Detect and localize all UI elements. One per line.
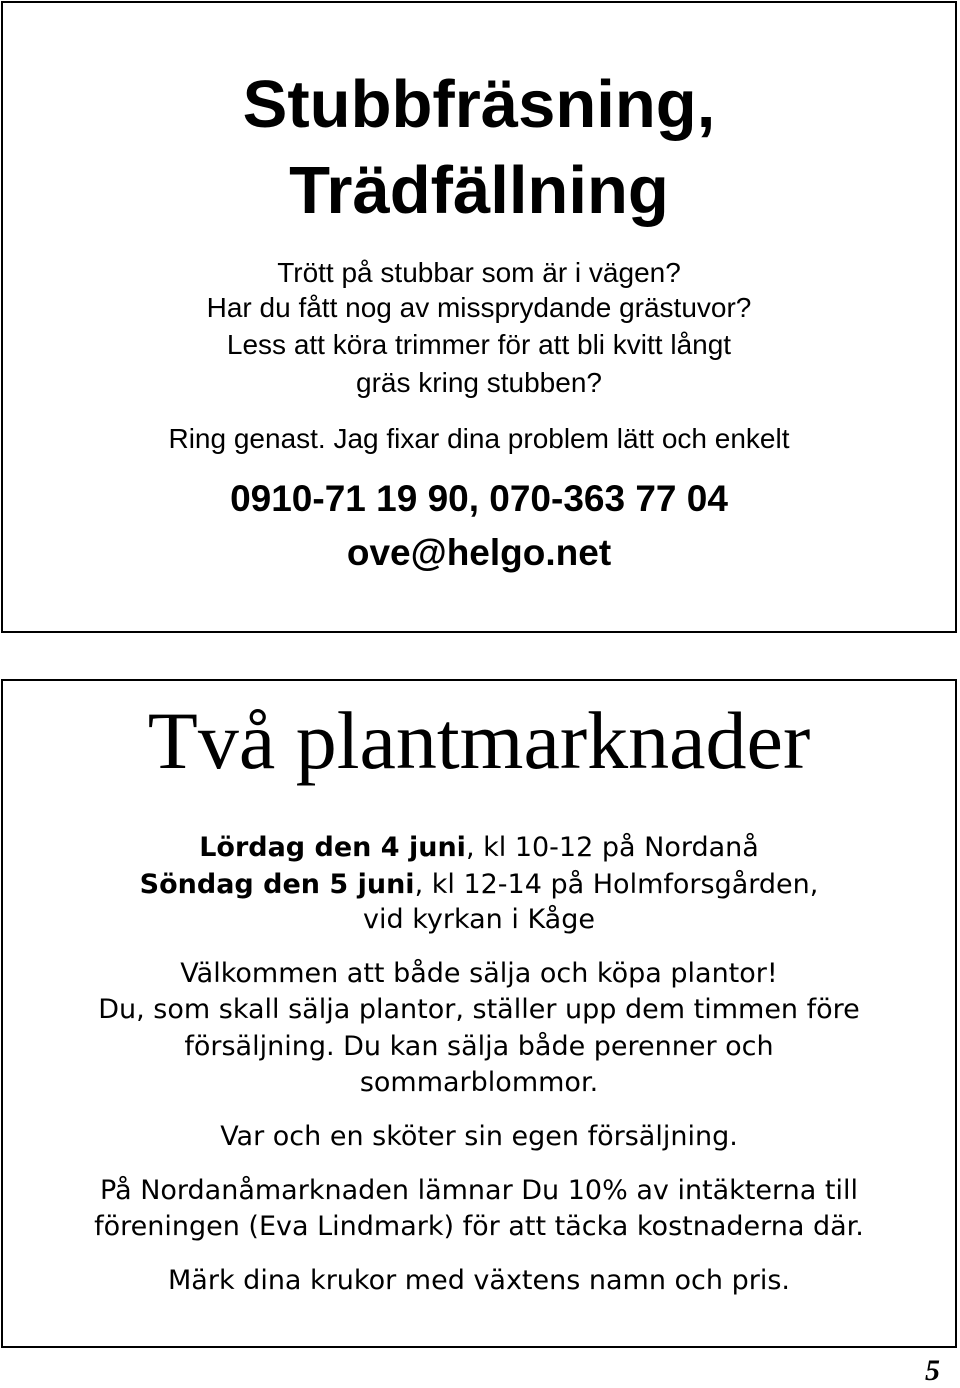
- ad-body-line: gräs kring stubben?: [356, 367, 602, 398]
- ad-call-to-action: Ring genast. Jag fixar dina problem lätt och enkelt: [168, 423, 790, 454]
- fee-line: På Nordanåmarknaden lämnar Du 10% av intäkterna till: [100, 1175, 858, 1206]
- saturday-details: , kl 10-12 på Nordanå: [465, 832, 759, 863]
- own-sale-line: Var och en sköter sin egen försäljning.: [220, 1121, 738, 1152]
- sellers-line: sommarblommor.: [359, 1067, 599, 1098]
- sunday-location: vid kyrkan i Kåge: [363, 904, 595, 935]
- fee-line: föreningen (Eva Lindmark) för att täcka kostnaderna där.: [94, 1211, 864, 1242]
- page-number: 5: [925, 1354, 940, 1387]
- ad-body-line: Less att köra trimmer för att bli kvitt långt: [226, 329, 732, 360]
- welcome-line: Välkommen att både sälja och köpa plantor!: [180, 958, 778, 989]
- market-title: Två plantmarknader: [147, 695, 811, 786]
- ad-title-line-2: Trädfällning: [289, 153, 669, 228]
- sunday-details: , kl 12-14 på Holmforsgården,: [414, 869, 819, 900]
- sunday-market-line: [3, 868, 955, 902]
- saturday-date: Lördag den 4 juni: [199, 832, 466, 863]
- sellers-line: Du, som skall sälja plantor, ställer upp dem timmen före: [98, 994, 860, 1025]
- plant-market-notice: [1, 679, 957, 1348]
- sunday-date: Söndag den 5 juni: [139, 869, 415, 900]
- ad-phone-numbers: 0910-71 19 90, 070-363 77 04: [230, 478, 728, 519]
- label-note: Märk dina krukor med växtens namn och pris.: [168, 1265, 790, 1296]
- saturday-market-line: [3, 831, 955, 865]
- ad-body-line: Trött på stubbar som är i vägen?: [277, 257, 681, 288]
- ad-title-line-1: Stubbfräsning,: [242, 67, 716, 142]
- ad-body-line: Har du fått nog av missprydande grästuvor?: [206, 292, 752, 323]
- ad-email: ove@helgo.net: [346, 532, 612, 573]
- stump-grinding-ad: [1, 1, 957, 633]
- sellers-line: försäljning. Du kan sälja både perenner och: [184, 1031, 774, 1062]
